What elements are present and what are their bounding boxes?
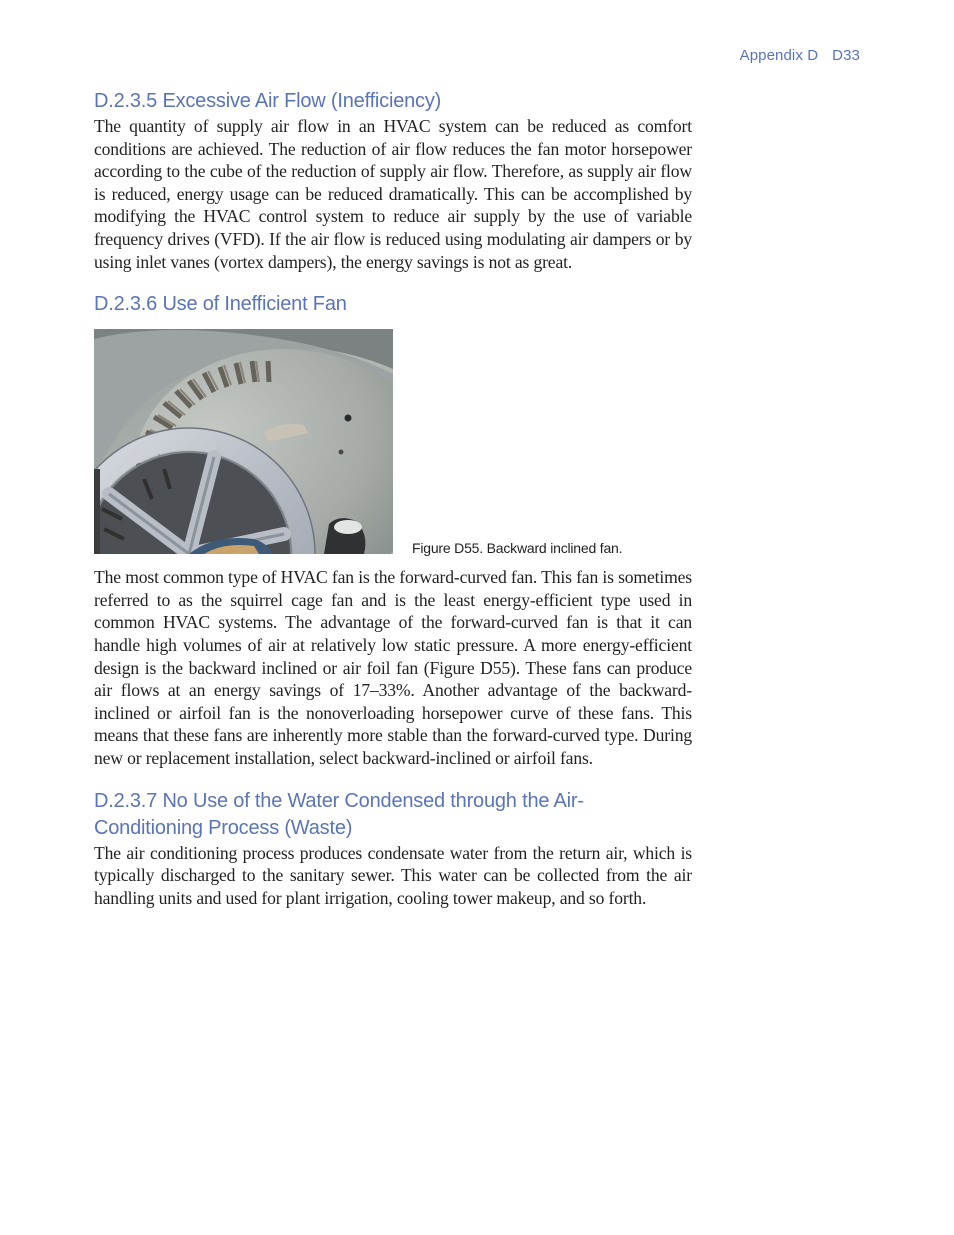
section-body-inefficient-fan: The most common type of HVAC fan is the forward-curved fan. This fan is sometimes referred to as the squirrel cage fan and is the least energy-efficient type used in common HVAC systems. The advantage of the forward-curved fan is that it can handle high volumes of air at relatively low static pressure. A more energy-efficient design is the backward inclined or air foil fan (Figure D55). These fans can produce air flows at an energy savings of 17–33%. Another advantage of the backward-inclined or airfoil fan is the nonoverloading horsepower curve of these fans. This means that these fans are inherently more stable than the forward-curved type. During new or replacement installation, select backward-inclined or airfoil fans. [94, 567, 692, 768]
page-number: D33 [832, 47, 860, 64]
backward-inclined-fan-photo [94, 329, 393, 554]
figure-d55 [94, 329, 692, 557]
section-body-excessive-air-flow: The quantity of supply air flow in an HVAC system can be reduced as comfort conditions are achieved. The reduction of air flow reduces the fan motor horsepower according to the cube of the reduction of supply air flow. Therefore, as supply air flow is reduced, energy usage can be reduced dramatically. This can be accomplished by modifying the HVAC control system to reduce air supply by the use of variable frequency drives (VFD). If the air flow is reduced using modulating air dampers or by using inlet vanes (vortex dampers), the energy savings is not as great. [94, 116, 692, 272]
running-head-label: Appendix D [739, 47, 819, 64]
main-column [94, 88, 692, 909]
section-body-condensed-water: The air conditioning process produces condensate water from the return air, which is typically discharged to the sanitary sewer. This water can be collected from the air handling units and used for plant irrigation, cooling tower makeup, and so forth. [94, 842, 692, 908]
figure-caption: Figure D55. Backward inclined fan. [412, 540, 623, 557]
running-head [740, 47, 860, 64]
section-heading-condensed-water: D.2.3.7 No Use of the Water Condensed through the Air-Conditioning Process (Waste) [94, 789, 584, 839]
section-heading-inefficient-fan: D.2.3.6 Use of Inefficient Fan [94, 293, 347, 316]
section-heading-excessive-air-flow: D.2.3.5 Excessive Air Flow (Inefficiency) [94, 90, 442, 112]
